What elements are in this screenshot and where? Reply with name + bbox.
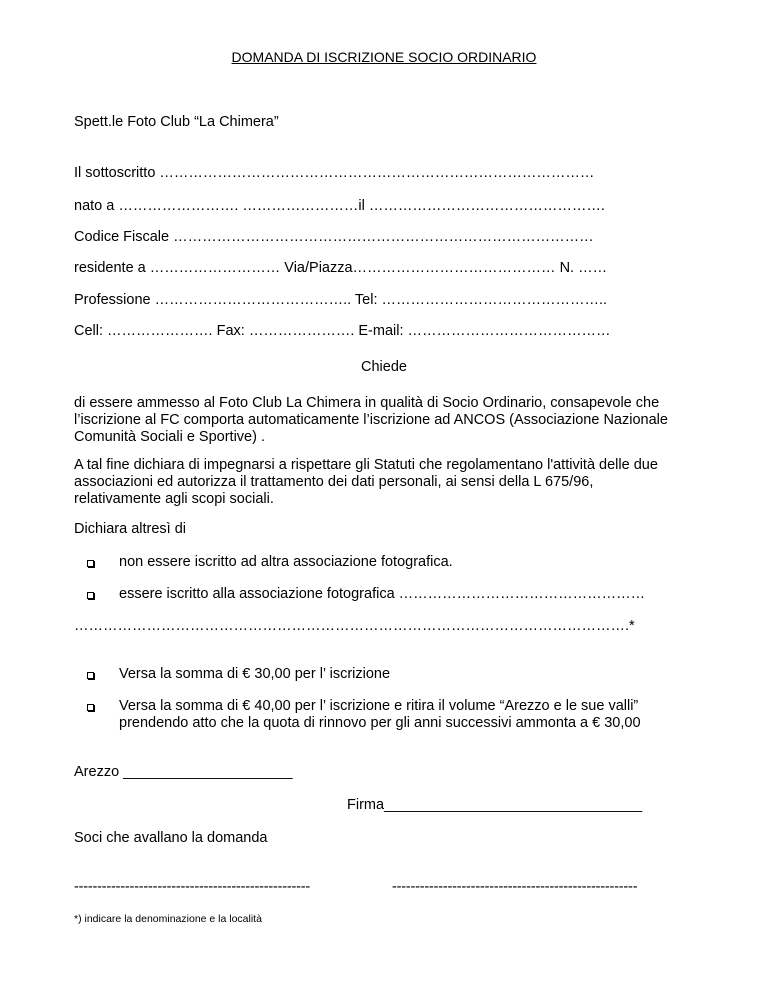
chiede-heading: Chiede bbox=[361, 359, 407, 375]
field-sottoscritto: Il sottoscritto ……………………………………………………………………………… bbox=[74, 165, 595, 181]
checkbox-icon bbox=[87, 592, 94, 599]
payment-30: Versa la somma di € 30,00 per l’ iscrizione bbox=[119, 666, 391, 682]
option-iscritto: essere iscritto alla associazione fotografica …………………………………………… bbox=[119, 586, 646, 602]
soci-label: Soci che avallano la domanda bbox=[74, 830, 268, 846]
field-professione: Professione ………………………………….. Tel: ……………………………………….. bbox=[74, 292, 608, 308]
option-non-iscritto: non essere iscritto ad altra associazione fotografica. bbox=[119, 554, 453, 570]
field-codice-fiscale: Codice Fiscale …………………………………………………………………………… bbox=[74, 229, 594, 245]
payment-40-line2: prendendo atto che la quota di rinnovo per gli anni successivi ammonta a € 30,00 bbox=[119, 715, 641, 731]
field-nato: nato a ……………………. ……………………il …………………………………………. bbox=[74, 198, 605, 214]
checkbox-icon bbox=[87, 704, 94, 711]
checkbox-icon bbox=[87, 560, 94, 567]
dichiara-label: Dichiara altresì di bbox=[74, 521, 187, 537]
place-line: Arezzo _____________________ bbox=[74, 764, 293, 780]
paragraph-statuti: A tal fine dichiara di impegnarsi a rispettare gli Statuti che regolamentano l'attività delle due associazioni ed autorizza il trattamento dei dati personali, ai sensi della L 675/96, relativamente agli scopi sociali. bbox=[74, 457, 658, 507]
document-title: DOMANDA DI ISCRIZIONE SOCIO ORDINARIO bbox=[231, 49, 537, 65]
addressee: Spett.le Foto Club “La Chimera” bbox=[74, 114, 279, 130]
endorser-line-right: ----------------------------------------------------- bbox=[392, 879, 638, 895]
field-contatti: Cell: …………………. Fax: …………………. E-mail: …………………………………… bbox=[74, 323, 611, 339]
field-residente: residente a ……………………… Via/Piazza…………………………………… N. …… bbox=[74, 260, 608, 276]
footnote: *) indicare la denominazione e la località bbox=[74, 913, 262, 925]
checkbox-icon bbox=[87, 672, 94, 679]
option-iscritto-continuation: …………………………………………………………………………………………………….* bbox=[74, 618, 635, 634]
signature-line: Firma________________________________ bbox=[347, 797, 643, 813]
payment-40-line1: Versa la somma di € 40,00 per l’ iscrizione e ritira il volume “Arezzo e le sue valli” bbox=[119, 698, 639, 714]
endorser-line-left: --------------------------------------------------- bbox=[74, 879, 311, 895]
paragraph-ammissione: di essere ammesso al Foto Club La Chimera in qualità di Socio Ordinario, consapevole che l’iscrizione al FC comporta automaticamente l’iscrizione ad ANCOS (Associazione Nazionale Comunità Sociali e Sportive) . bbox=[74, 395, 668, 445]
